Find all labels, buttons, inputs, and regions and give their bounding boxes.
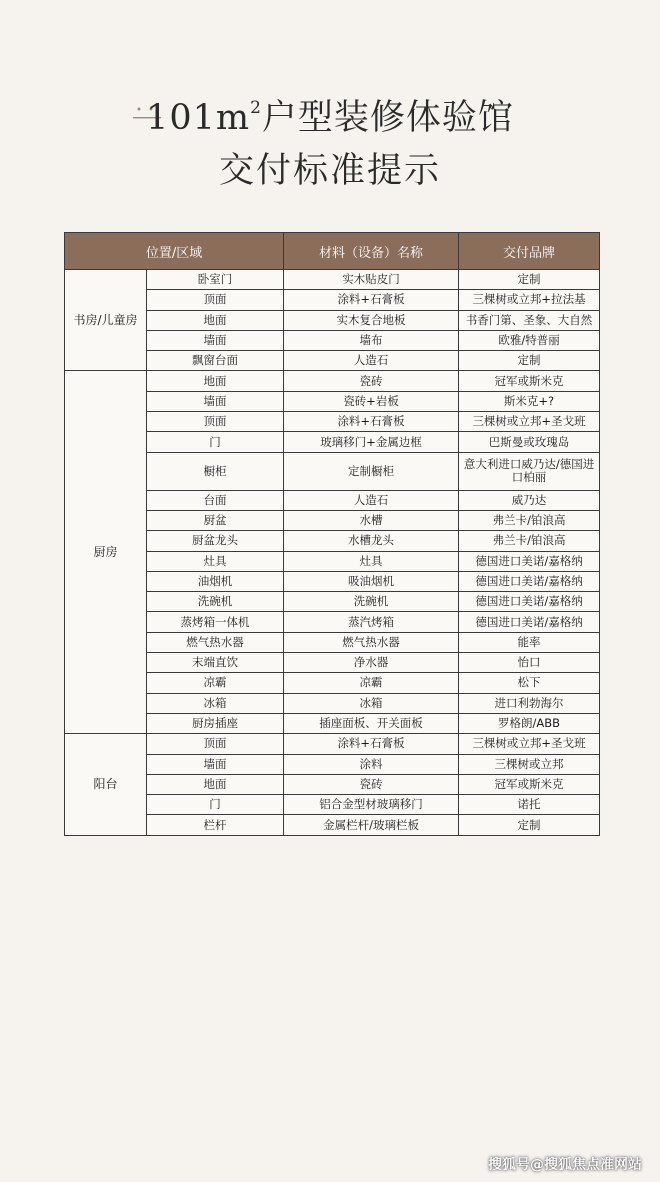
brand-cell: 欧雅/特普丽 [459,330,600,350]
material-cell: 吸油烟机 [284,571,459,591]
brand-cell: 定制 [459,270,600,290]
item-cell: 门 [147,432,284,452]
area-cell: 书房/儿童房 [65,270,147,371]
item-cell: 墙面 [147,754,284,774]
item-cell: 厨盆龙头 [147,531,284,551]
item-cell: 顶面 [147,734,284,754]
material-cell: 插座面板、开关面板 [284,713,459,733]
brand-cell: 怡口 [459,653,600,673]
brand-cell: 斯米克+? [459,391,600,411]
brand-cell: 威乃达 [459,490,600,510]
item-cell: 地面 [147,310,284,330]
brand-cell: 冠军或斯米克 [459,774,600,794]
material-cell: 涂料+石膏板 [284,734,459,754]
column-header-brand: 交付品牌 [459,233,600,270]
table-header-row [65,233,600,270]
item-cell: 地面 [147,774,284,794]
item-cell: 蒸烤箱一体机 [147,612,284,632]
item-cell: 墙面 [147,391,284,411]
brand-cell: 诺托 [459,795,600,815]
item-cell: 冰箱 [147,693,284,713]
item-cell: 顶面 [147,290,284,310]
area-cell: 厨房 [65,371,147,734]
brand-cell: 三棵树或立邦+圣戈班 [459,734,600,754]
material-cell: 人造石 [284,351,459,371]
material-cell: 实木贴皮门 [284,270,459,290]
brand-cell: 德国进口美诺/嘉格纳 [459,592,600,612]
material-cell: 铝合金型材玻璃移门 [284,795,459,815]
item-cell: 卧室门 [147,270,284,290]
material-cell: 人造石 [284,490,459,510]
item-cell: 橱柜 [147,452,284,490]
brand-cell: 进口利勃海尔 [459,693,600,713]
material-cell: 金属栏杆/玻璃栏板 [284,815,459,835]
material-cell: 蒸汽烤箱 [284,612,459,632]
brand-cell: 定制 [459,351,600,371]
material-cell: 洗碗机 [284,592,459,612]
column-header-material: 材料（设备）名称 [284,233,459,270]
material-cell: 瓷砖 [284,774,459,794]
table-row [65,371,600,391]
material-cell: 水槽龙头 [284,531,459,551]
material-cell: 瓷砖 [284,371,459,391]
material-cell: 灶具 [284,551,459,571]
item-cell: 灶具 [147,551,284,571]
brand-cell: 意大利进口威乃达/德国进口柏丽 [459,452,600,490]
brand-cell: 书香门第、圣象、大自然 [459,310,600,330]
material-cell: 冰箱 [284,693,459,713]
table-body [65,270,600,836]
brand-cell: 定制 [459,815,600,835]
brand-cell: 三棵树或立邦+圣戈班 [459,412,600,432]
area-cell: 阳台 [65,734,147,835]
brand-cell: 弗兰卡/铂浪高 [459,531,600,551]
item-cell: 厨盆 [147,510,284,530]
material-cell: 墙布 [284,330,459,350]
material-cell: 涂料 [284,754,459,774]
item-cell: 门 [147,795,284,815]
brand-cell: 三棵树或立邦+拉法基 [459,290,600,310]
material-cell: 瓷砖+岩板 [284,391,459,411]
brand-cell: 德国进口美诺/嘉格纳 [459,571,600,591]
brand-cell: 巴斯曼或玫瑰岛 [459,432,600,452]
item-cell: 燃气热水器 [147,632,284,652]
brand-cell: 德国进口美诺/嘉格纳 [459,551,600,571]
brand-cell: 三棵树或立邦 [459,754,600,774]
item-cell: 栏杆 [147,815,284,835]
item-cell: 油烟机 [147,571,284,591]
item-cell: 凉霸 [147,673,284,693]
material-cell: 净水器 [284,653,459,673]
brand-cell: 弗兰卡/铂浪高 [459,510,600,530]
watermark: 搜狐号@搜狐焦点准网站 [488,1157,642,1173]
item-cell: 地面 [147,371,284,391]
item-cell: 厨房插座 [147,713,284,733]
page-title: $101m^2$户型装修体验馆 [146,98,514,138]
table-row [65,270,600,290]
material-cell: 定制橱柜 [284,452,459,490]
brand-cell: 冠军或斯米克 [459,371,600,391]
brand-cell: 德国进口美诺/嘉格纳 [459,612,600,632]
material-cell: 水槽 [284,510,459,530]
page-subtitle: 交付标准提示 [218,151,441,191]
column-header-location: 位置/区域 [65,233,284,270]
material-cell: 凉霸 [284,673,459,693]
material-cell: 玻璃移门+金属边框 [284,432,459,452]
material-cell: 涂料+石膏板 [284,412,459,432]
item-cell: 台面 [147,490,284,510]
item-cell: 顶面 [147,412,284,432]
material-cell: 涂料+石膏板 [284,290,459,310]
item-cell: 末端直饮 [147,653,284,673]
item-cell: 墙面 [147,330,284,350]
brand-cell: 松下 [459,673,600,693]
material-cell: 燃气热水器 [284,632,459,652]
item-cell: 飘窗台面 [147,351,284,371]
table-row [65,734,600,754]
brand-cell: 能率 [459,632,600,652]
item-cell: 洗碗机 [147,592,284,612]
delivery-standard-table [64,232,600,836]
brand-cell: 罗格朗/ABB [459,713,600,733]
material-cell: 实木复合地板 [284,310,459,330]
